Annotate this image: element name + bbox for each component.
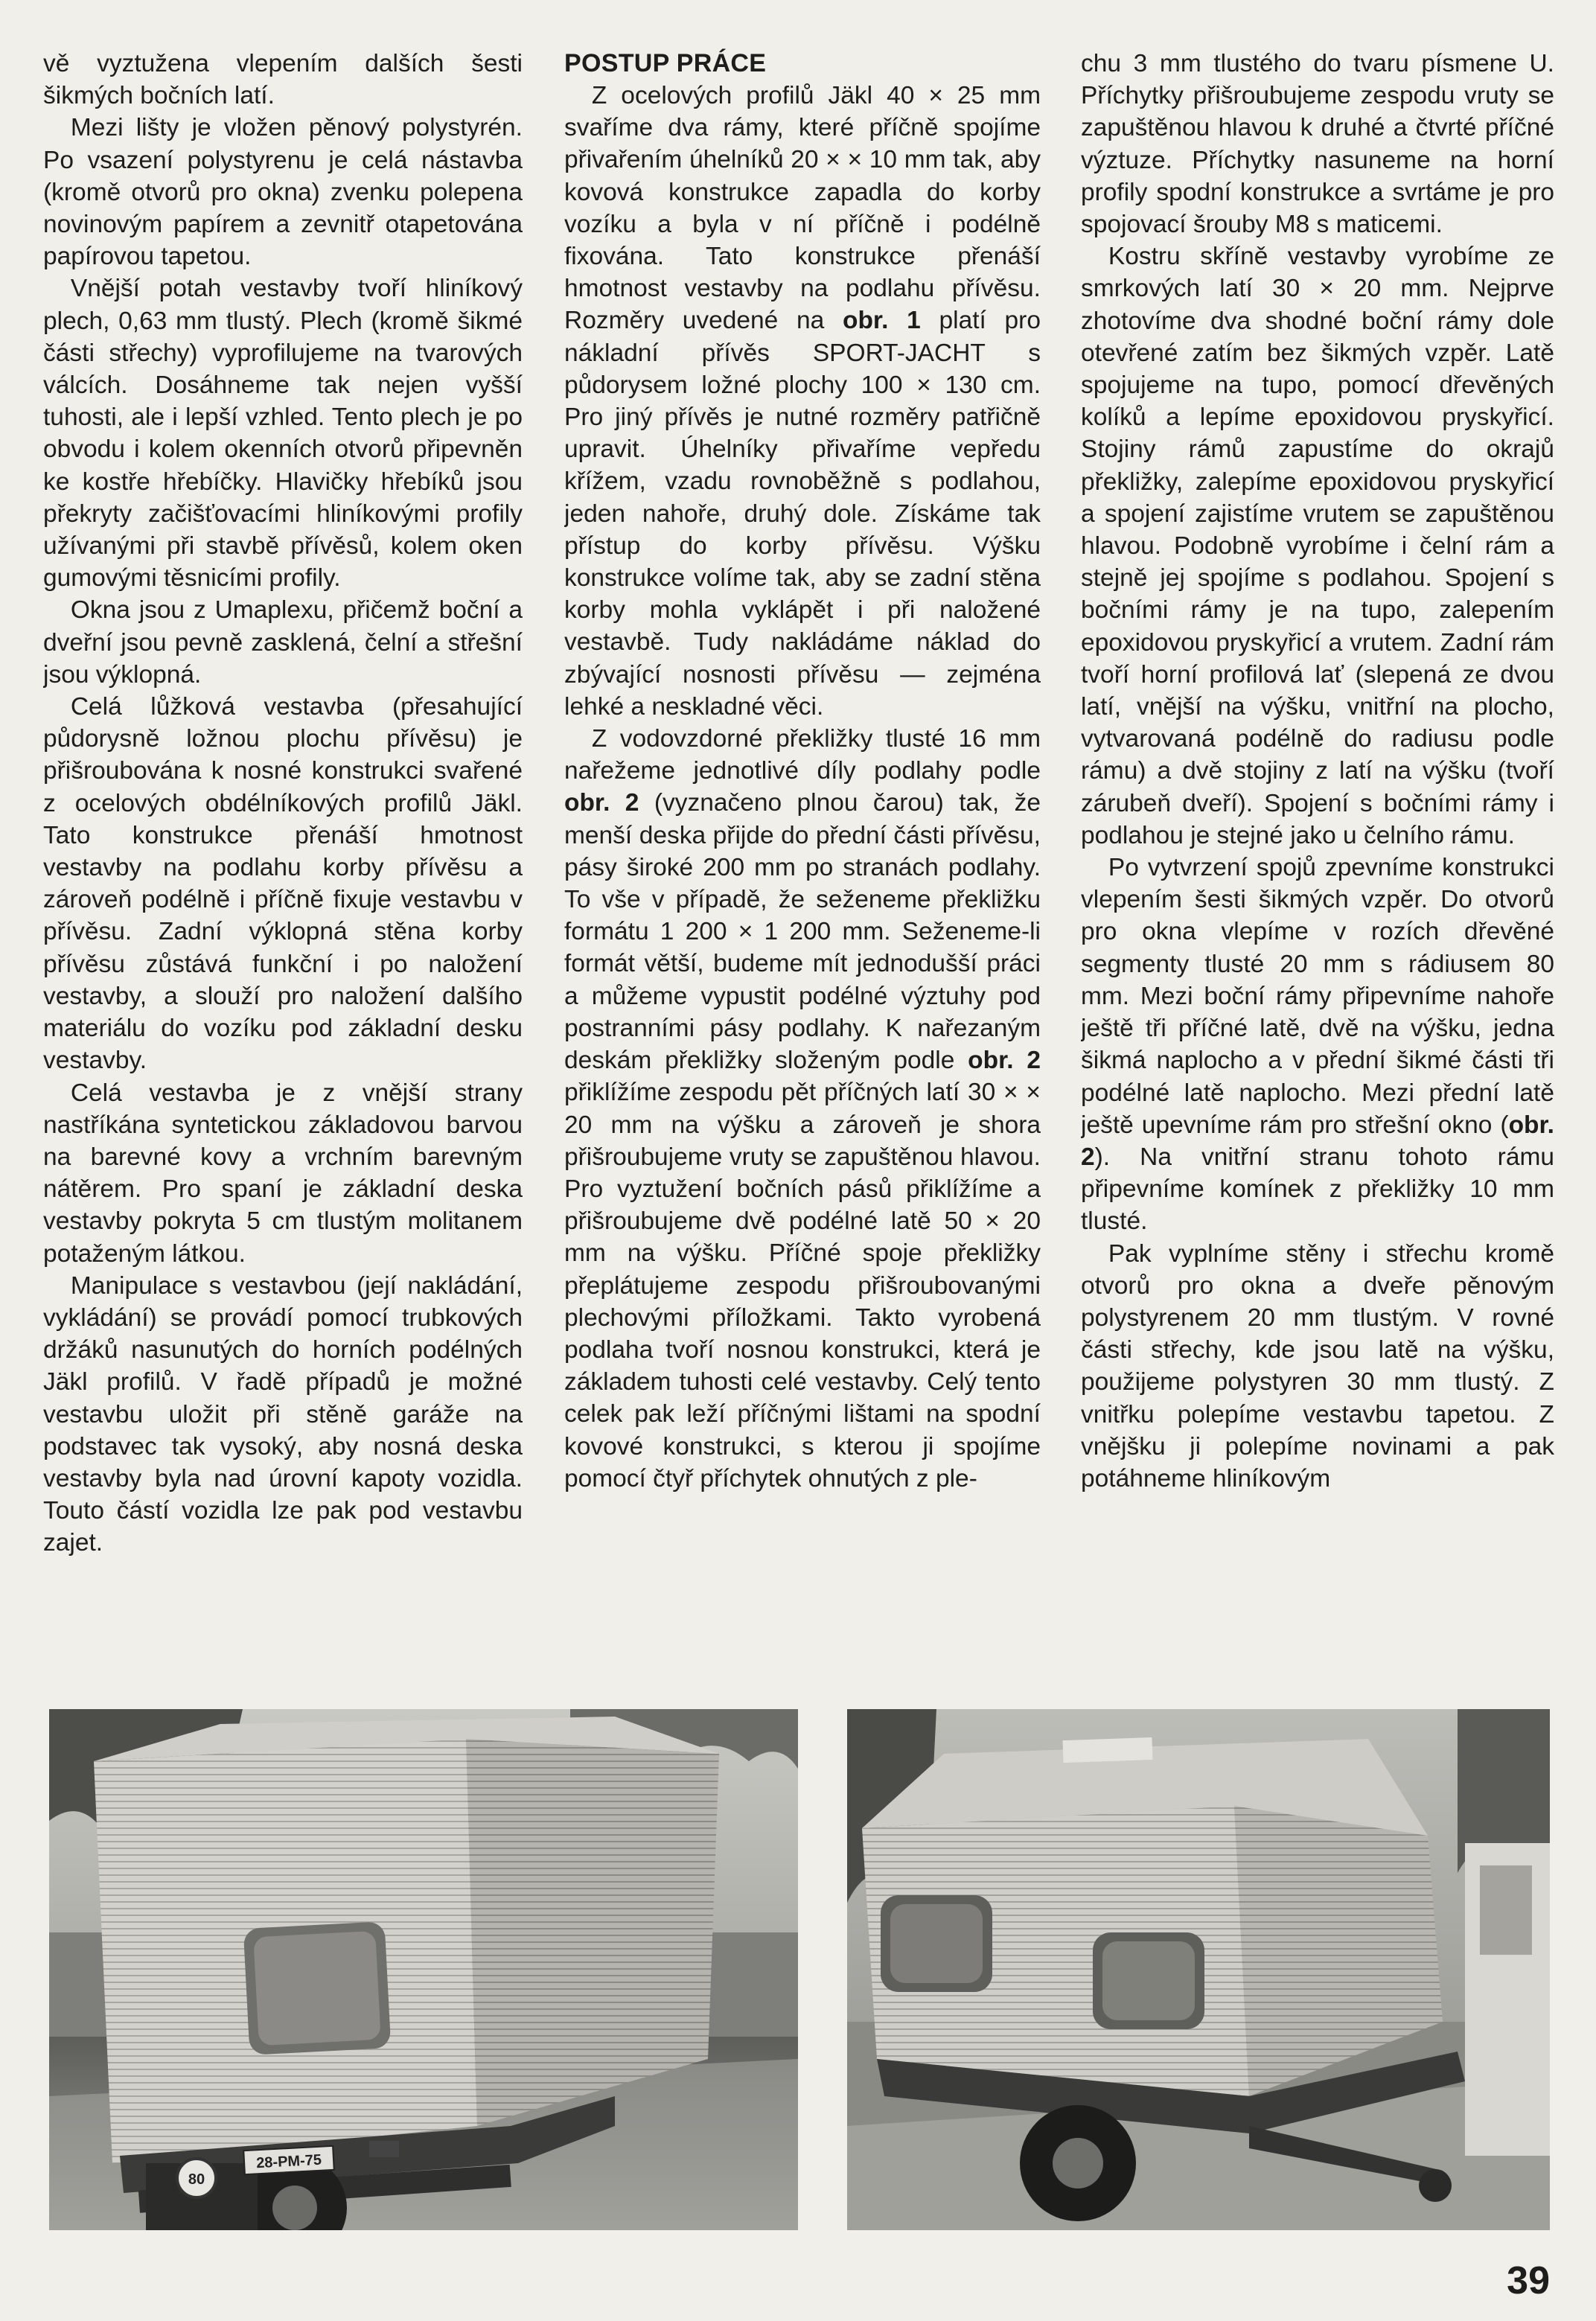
text-run: Po vytvrzení spojů zpevníme konstrukci vlepením šesti šikmých vzpěr. Do otvorů pro okna vlepíme v rozích dřevěné segmenty tlusté 20 mm s rádiusem 80 mm. Mezi boční rámy připevníme nahoře ještě tři příčné latě, dvě na výšku, jedna šikmá naplocho a v přední šikmé části tři podélné latě naplocho. Mezi přední latě ještě upevníme rám pro střešní okno ( [1081,854,1554,1139]
paragraph: Kostru skříně vestavby vyrobíme ze smrkových latí 30 × 20 mm. Nejprve zhotovíme dva shodné boční rámy dole otevřené zatím bez šikmých vzpěr. Latě spojujeme na tupo, pomocí dřevěných kolíků a lepíme epoxidovou pryskyřicí. Stojiny rámů zapustíme do okrajů překližky, zalepíme epoxidovou pryskyřicí a spojení zajistíme vrutem se zapuštěnou hlavou. Podobně vyrobíme i čelní rám a stejně jej spojíme s podlahou. Spojení s bočními rámy je na tupo, zalepením epoxidovou pryskyřicí a vrutem. Zadní rám tvoří horní profilová lať (slepená ze dvou latí, vnější na výšku, vnitřní na plocho, vytvarovaná podélně do radiusu podle rámu) a dvě stojiny z latí na výšku (tvoří zárubeň dveří). Spojení s bočními rámy i podlahou je stejné jako u čelního rámu. [1081,243,1554,849]
paragraph: Mezi lišty je vložen pěnový polystyrén. Po vsazení polystyrenu je celá nástavba (kromě otvorů pro okna) zvenku polepena novinovým papírem a zevnitř otapetována papírovou tapetou. [43,114,523,271]
photo-trailer-front-image [847,1709,1550,2230]
text-column-3 [1081,48,1554,1670]
figure-reference: obr. 1 [843,307,921,335]
text-column-1 [43,48,523,1670]
paragraph: vě vyztužena vlepením dalších šesti šikmých bočních latí. [43,50,523,110]
speed-limit-sign: 80 [188,2171,205,2188]
paragraph: Celá vestavba je z vnější strany nastříkána syntetickou základovou barvou na barevné kovy a vrchním barevným nátěrem. Pro spaní je základní deska vestavby pokryta 5 cm tlustým molitanem potaženým látkou. [43,1079,523,1268]
photo-trailer-front [847,1709,1550,2230]
text-run: Z vodovzdorné překližky tlusté 16 mm nařežeme jednotlivé díly podlahy podle [564,725,1041,785]
text-column-2 [564,48,1041,1670]
text-run: platí pro nákladní přívěs SPORT-JACHT s půdorysem ložné plochy 100 × 130 cm. Pro jiný přívěs je nutné rozměry patřičně upravit. Úhelníky přivaříme vepředu křížem, vzadu rovnoběžně s podlahou, jeden nahoře, druhý dole. Získáme tak přístup do korby přívěsu. Výšku konstrukce volíme tak, aby se zadní stěna korby mohla vyklápět i při naložené vestavbě. Tudy nakládáme náklad do zbývající nosnosti přívěsu — zejména lehké a neskladné věci. [564,307,1041,721]
text-run: přiklížíme zespodu pět příčných latí 30 × × 20 mm na výšku a zároveň je shora přišroubujeme vruty se zapuštěnou hlavou. Pro vyztužení bočních pásů přiklížíme a přišroubujeme dvě podélné latě 50 × 20 mm na výšku. Příčné spoje překližky přeplátujeme zespodu přišroubovanými plechovými příložkami. Takto vyrobená podlaha tvoří nosnou konstrukci, která je základem tuhosti celé vestavby. Celý tento celek pak leží příčnými lištami na spodní kovové konstrukci, s kterou ji spojíme pomocí čtyř příchytek ohnutých z ple- [564,1079,1041,1492]
figure-reference: obr. 2 [968,1047,1041,1075]
photo-trailer-rear [49,1709,798,2230]
paragraph: Pak vyplníme stěny i střechu kromě otvorů pro okna a dveře pěnovým polystyrenem 20 mm tlustým. V rovné části střechy, kde jsou latě na výšku, použijeme polystyren 30 mm tlustý. Z vnitřku polepíme vestavbu tapetou. Z vnějšku ji polepíme novinami a pak potáhneme hliníkovým [1081,1239,1554,1492]
paragraph [564,723,1041,1495]
text-run: (vyznačeno plnou čarou) tak, že menší deska přijde do přední části přívěsu, pásy široké 200 mm po stranách podlahy. To vše v případě, že seženeme překližku formátu 1 200 × 1 200 mm. Seženeme-li formát větší, budeme mít jednodušší práci a můžeme vypustit podélné výztuhy pod postranními pásy podlahy. K nařezaným deskám překližky složeným podle [564,789,1041,1075]
text-run: ). Na vnitřní stranu tohoto rámu připevníme komínek z překližky 10 mm tlusté. [1081,1143,1554,1236]
license-plate: 28-PM-75 [255,2151,322,2172]
figure-reference: obr. 2 [1081,1111,1554,1171]
paragraph [1081,852,1554,1237]
paragraph: Okna jsou z Umaplexu, přičemž boční a dveřní jsou pevně zasklená, čelní a střešní jsou výklopná. [43,596,523,689]
text-run: Z ocelových profilů Jäkl 40 × 25 mm svaříme dva rámy, které příčně spojíme přivařením úhelníků 20 × × 10 mm tak, aby kovová konstrukce zapadla do korby vozíku a byla v ní příčně i podélně fixována. Tato konstrukce přenáší hmotnost vestavby na podlahu přívěsu. Rozměry uvedené na [564,82,1041,335]
figure-reference: obr. 2 [564,789,639,817]
photo-trailer-rear-image [49,1709,798,2230]
paragraph: Manipulace s vestavbou (její nakládání, vykládání) se provádí pomocí trubkových držáků nasunutých do horních podélných Jäkl profilů. V řadě případů je možné vestavbu uložit při stěně garáže na podstavec tak vysoký, aby nosná deska vestavby byla nad úrovní kapoty vozidla. Touto částí vozidla lze pak pod vestavbu zajet. [43,1271,523,1557]
section-heading: POSTUP PRÁCE [564,49,767,77]
page-number: 39 [1507,2259,1550,2302]
paragraph: chu 3 mm tlustého do tvaru písmene U. Příchytky přišroubujeme zespodu vruty se zapuštěnou hlavou k druhé a čtvrté příčné výztuze. Příchytky nasuneme na horní profily spodní konstrukce a svrtáme je pro spojovací šrouby M8 s maticemi. [1081,50,1554,239]
paragraph: Vnější potah vestavby tvoří hliníkový plech, 0,63 mm tlustý. Plech (kromě šikmé části střechy) vyprofilujeme na tvarových válcích. Dosáhneme tak nejen vyšší tuhosti, ale i lepší vzhled. Tento plech je po obvodu i kolem okenních otvorů připevněn ke kostře hřebíčky. Hlavičky hřebíků jsou překryty začišťovacími hliníkovými profily užívanými při stavbě přívěsů, kolem oken gumovými těsnicími profily. [43,275,523,593]
paragraph: Celá lůžková vestavba (přesahující půdorysně ložnou plochu přívěsu) je přišroubována k nosné konstrukci svařené z ocelových obdélníkových profilů Jäkl. Tato konstrukce přenáší hmotnost vestavby na podlahu korby přívěsu a zároveň podélně i příčně fixuje vestavbu v přívěsu. Zadní výklopná stěna korby přívěsu zůstává funkční i po naložení vestavby, a slouží pro naložení dalšího materiálu do vozíku pod základní desku vestavby. [43,693,523,1075]
paragraph [564,80,1041,723]
